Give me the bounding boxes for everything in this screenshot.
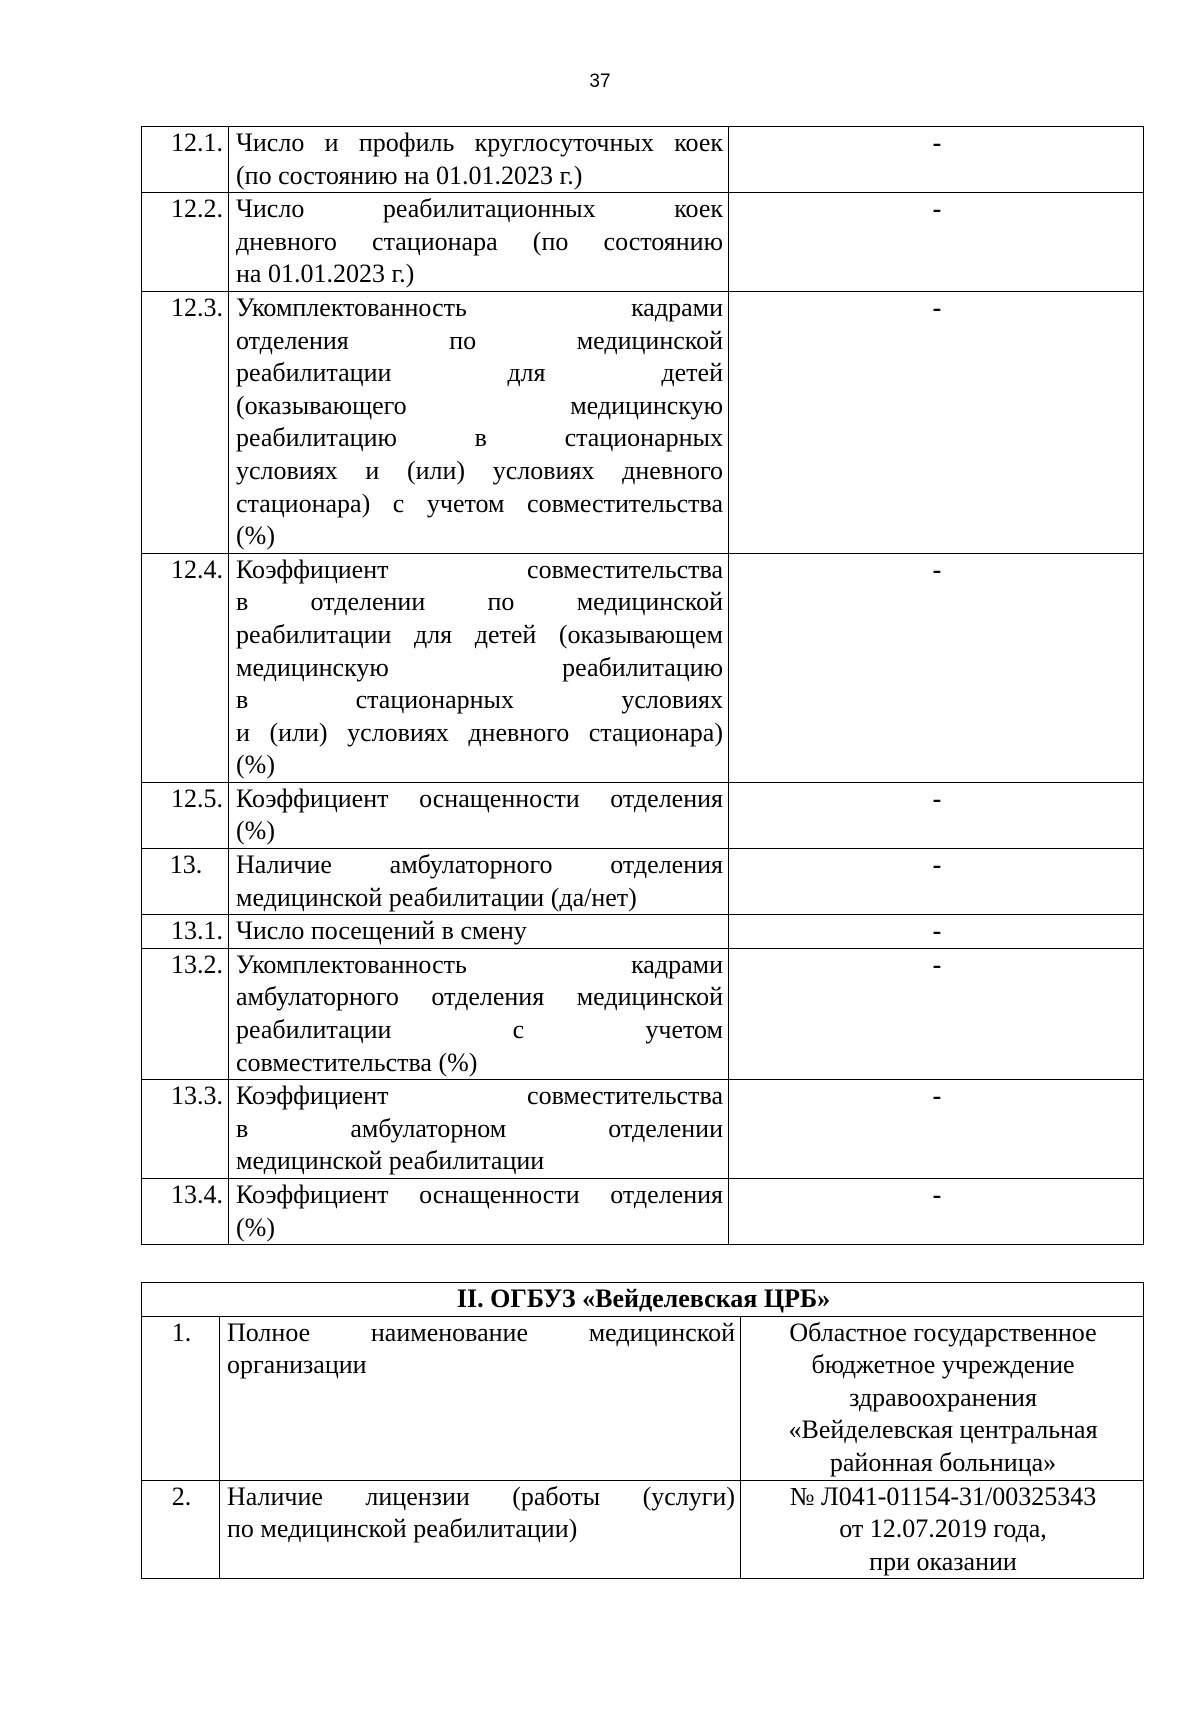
organization-table [141, 1282, 1144, 1579]
cell-line: от 12.07.2019 года, [839, 1514, 1047, 1544]
table-row [142, 193, 1144, 292]
cell-line: при оказании [869, 1546, 1017, 1576]
row-value: - [729, 849, 1144, 915]
cell-line: Укомплектованность кадрами [236, 949, 723, 979]
row-description [220, 1480, 741, 1579]
cell-line: Число посещений в смену [236, 916, 527, 946]
row-number: 12.3. [142, 291, 229, 553]
cell-line: Коэффициент оснащенности отделения [236, 1180, 723, 1209]
cell-line: дневного стационара (по состоянию [236, 226, 723, 256]
cell-line: реабилитацию в стационарных [236, 423, 723, 453]
row-value [741, 1316, 1144, 1480]
row-number: 2. [142, 1480, 220, 1579]
cell-line: организации [227, 1350, 367, 1380]
cell-line: районная больница» [829, 1447, 1057, 1477]
row-description [220, 1316, 741, 1480]
row-number: 13.2. [142, 948, 229, 1079]
row-number: 12.1. [142, 127, 229, 193]
row-number: 13.1. [142, 915, 229, 949]
row-description [229, 915, 729, 949]
row-value: - [729, 1080, 1144, 1179]
row-value: - [729, 782, 1144, 848]
row-description [229, 782, 729, 848]
row-value: - [729, 948, 1144, 1079]
cell-line: реабилитации с учетом [236, 1015, 723, 1045]
page-number: 37 [589, 71, 611, 92]
row-number: 13.3. [142, 1080, 229, 1179]
row-value: - [729, 915, 1144, 949]
row-number: 12.4. [142, 553, 229, 782]
organization-table-body [142, 1316, 1144, 1579]
cell-line: реабилитации для детей [236, 358, 723, 388]
row-description [229, 1179, 729, 1245]
table-row [142, 1316, 1144, 1480]
cell-line: отделения по медицинской [236, 325, 723, 355]
cell-line: на 01.01.2023 г.) [236, 259, 415, 289]
table-row [142, 1080, 1144, 1179]
row-number: 13. [142, 849, 229, 915]
row-value: - [729, 553, 1144, 782]
cell-line: медицинскую реабилитацию [236, 652, 723, 682]
row-description [229, 849, 729, 915]
table-row [142, 1480, 1144, 1579]
cell-line: здравоохранения [849, 1382, 1037, 1412]
cell-line: (оказывающего медицинскую [236, 390, 723, 420]
cell-line: и (или) условиях дневного стационара) [236, 717, 723, 747]
cell-line: (по состоянию на 01.01.2023 г.) [236, 160, 583, 190]
row-description [229, 291, 729, 553]
cell-line: Число реабилитационных коек [236, 194, 723, 224]
row-value: - [729, 1179, 1144, 1245]
cell-line: (%) [236, 750, 275, 780]
cell-line: Наличие амбулаторного отделения [236, 850, 723, 880]
cell-line: № Л041-01154-31/00325343 [789, 1481, 1097, 1511]
cell-line: (%) [236, 1212, 275, 1242]
table-row [142, 849, 1144, 915]
row-number: 12.5. [142, 782, 229, 848]
cell-line: в стационарных условиях [236, 685, 723, 715]
table-row [142, 948, 1144, 1079]
row-number: 1. [142, 1316, 220, 1480]
table-row [142, 915, 1144, 949]
cell-line: стационара) с учетом совместительства [236, 488, 723, 518]
row-description [229, 193, 729, 292]
indicators-table-body [142, 127, 1144, 1245]
row-description [229, 127, 729, 193]
table-row [142, 127, 1144, 193]
cell-line: бюджетное учреждение [811, 1350, 1075, 1380]
cell-line: медицинской реабилитации (да/нет) [236, 882, 637, 912]
cell-line: Коэффициент совместительства [236, 1081, 723, 1111]
cell-line: условиях и (или) условиях дневного [236, 455, 723, 485]
row-value: - [729, 127, 1144, 193]
table-row [142, 553, 1144, 782]
cell-line: Коэффициент оснащенности отделения [236, 783, 723, 813]
cell-line: Областное государственное [789, 1317, 1097, 1347]
row-number: 13.4. [142, 1179, 229, 1245]
cell-line: Коэффициент совместительства [236, 554, 723, 584]
table-row [142, 782, 1144, 848]
cell-line: Наличие лицензии (работы (услуги) [227, 1481, 735, 1511]
row-value: - [729, 193, 1144, 292]
row-number: 12.2. [142, 193, 229, 292]
cell-line: реабилитации для детей (оказывающем [236, 619, 723, 649]
cell-line: Укомплектованность кадрами [236, 292, 723, 322]
table-row [142, 291, 1144, 553]
cell-line: совместительства (%) [236, 1047, 478, 1077]
cell-line: амбулаторного отделения медицинской [236, 982, 723, 1012]
row-value: - [729, 291, 1144, 553]
table-row [142, 1179, 1144, 1245]
row-value [741, 1480, 1144, 1579]
cell-line: в отделении по медицинской [236, 587, 723, 617]
section-title-row [142, 1283, 1144, 1317]
cell-line: медицинской реабилитации [236, 1146, 545, 1176]
cell-line: по медицинской реабилитации) [227, 1514, 578, 1544]
row-description [229, 1080, 729, 1179]
cell-line: в амбулаторном отделении [236, 1113, 723, 1143]
cell-line: (%) [236, 816, 275, 846]
cell-line: (%) [236, 521, 275, 551]
cell-line: «Вейделевская центральная [788, 1415, 1098, 1445]
cell-line: Полное наименование медицинской [227, 1317, 735, 1347]
cell-line: Число и профиль круглосуточных коек [236, 128, 723, 157]
row-description [229, 553, 729, 782]
indicators-table [141, 126, 1144, 1245]
row-description [229, 948, 729, 1079]
section-title: II. ОГБУЗ «Вейделевская ЦРБ» [142, 1283, 1144, 1317]
